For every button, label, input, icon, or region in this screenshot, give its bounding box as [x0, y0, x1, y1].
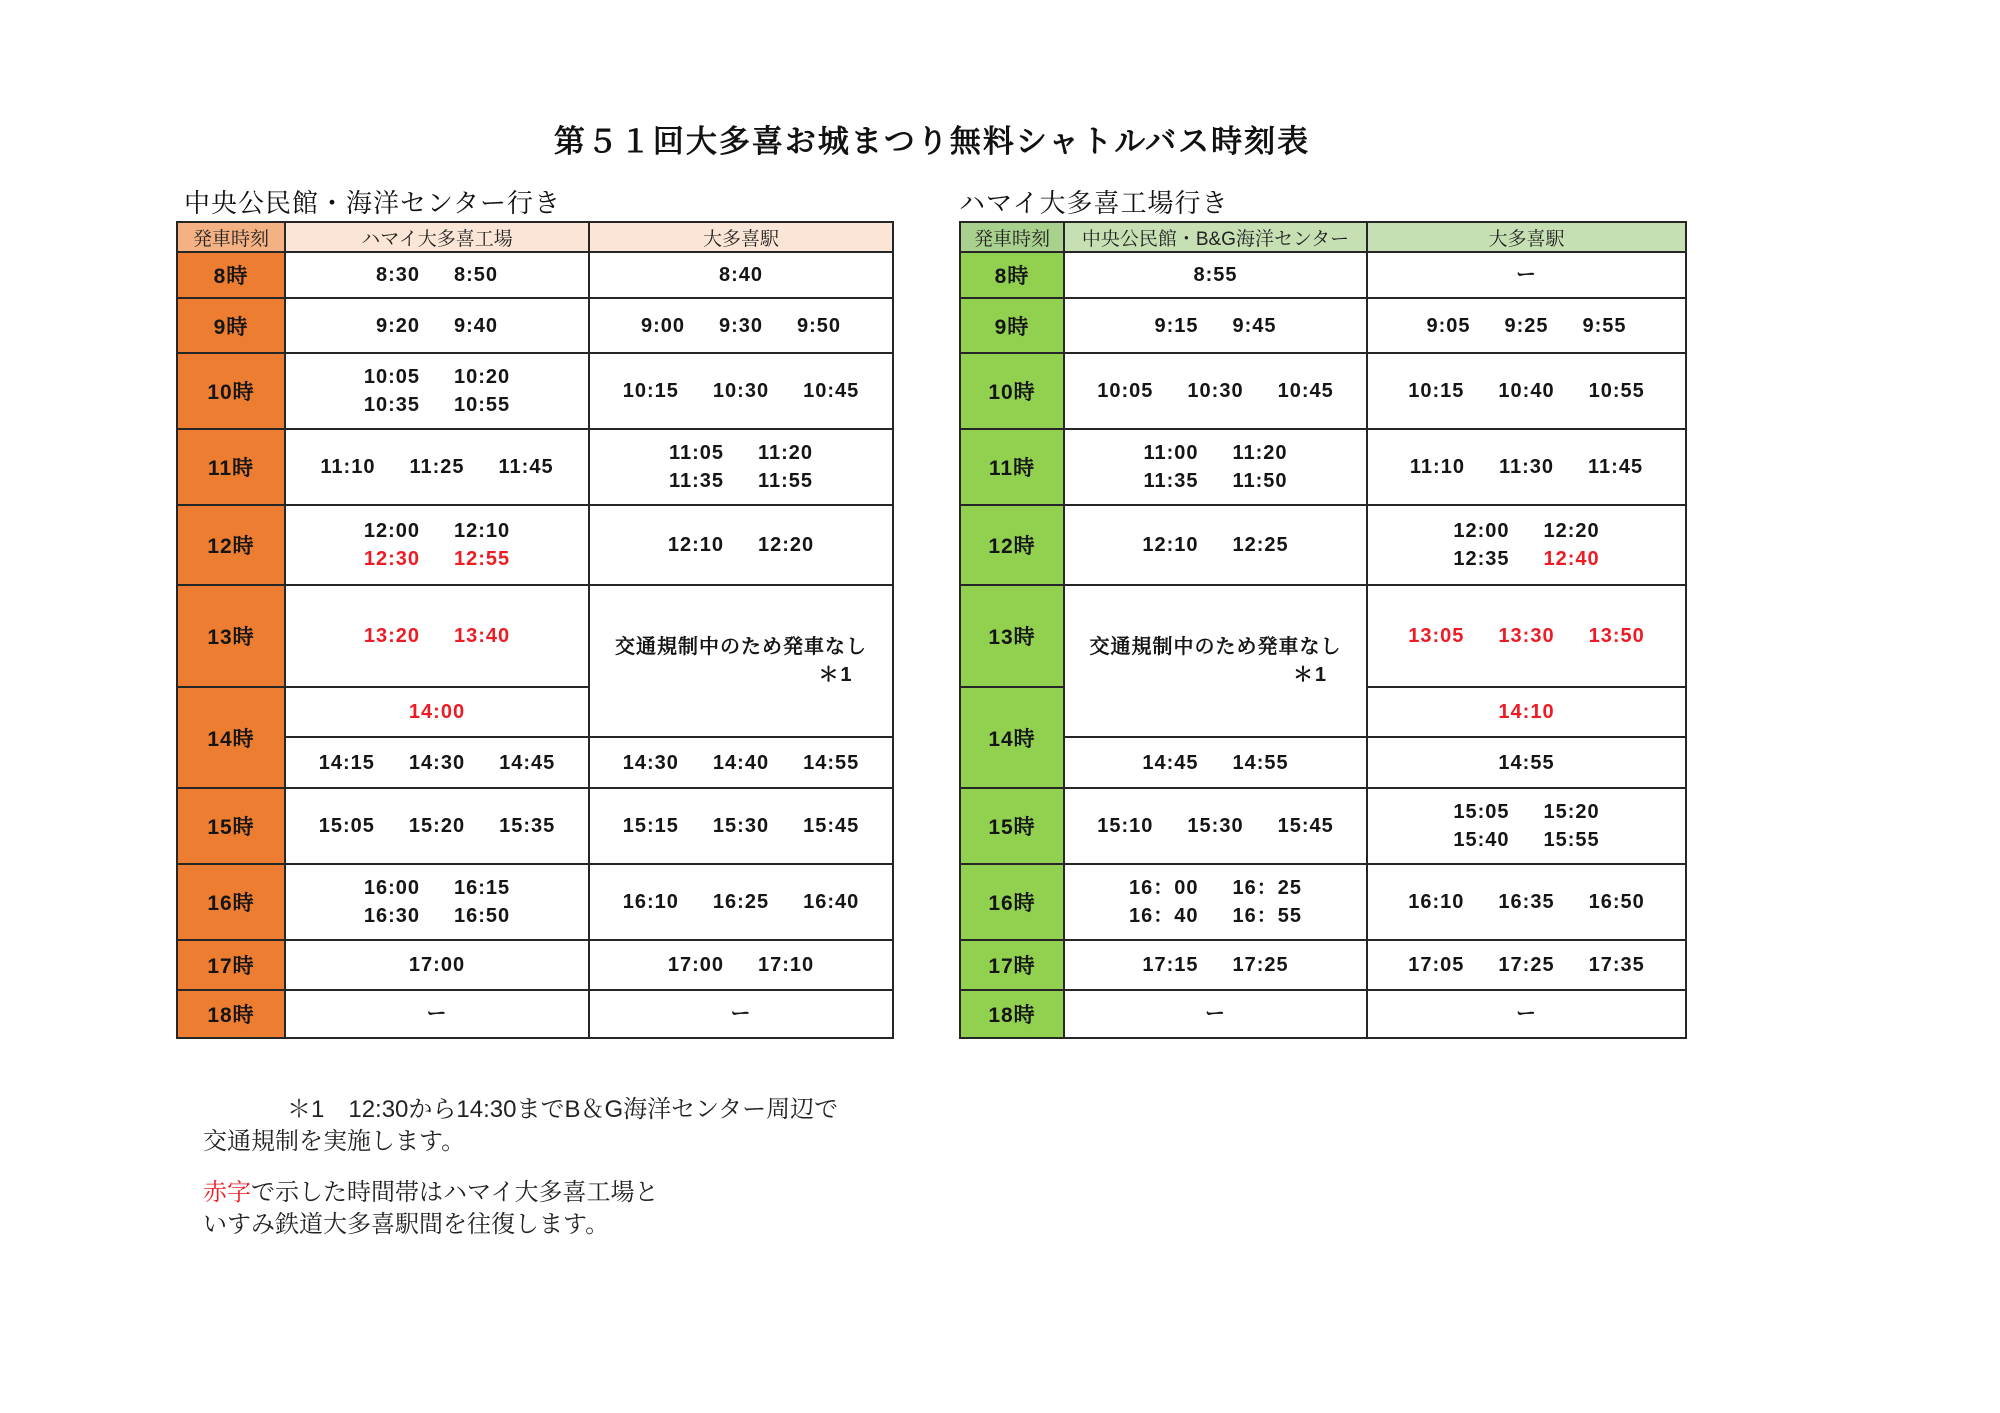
stop-header-cell: 大多喜駅 [1367, 222, 1686, 252]
time-value: 16:10 [1408, 891, 1465, 913]
hour-cell: 9時 [177, 298, 285, 353]
timetable-row [960, 990, 1686, 1038]
time-value: 10:15 [622, 380, 679, 402]
times-cell [1064, 298, 1367, 353]
time-value: 13:40 [454, 625, 511, 647]
hour-cell: 9時 [960, 298, 1064, 353]
time-value: 13:20 [363, 625, 420, 647]
timetable-grid [959, 221, 1687, 1039]
time-value: 11:25 [409, 456, 465, 478]
time-value: 9:55 [1582, 314, 1627, 337]
time-value: 16:15 [454, 877, 511, 899]
time-value: 17:05 [1408, 954, 1465, 976]
time-value: 13:05 [1408, 625, 1465, 647]
time-value: 10:45 [1277, 380, 1334, 402]
times-line [1368, 312, 1685, 340]
hour-cell: 15時 [177, 788, 285, 864]
times-cell [1367, 864, 1686, 940]
times-cell [1064, 252, 1367, 298]
times-line [1368, 798, 1685, 826]
time-value: 8:50 [454, 264, 499, 286]
time-value: 14:30 [622, 751, 679, 774]
time-value: 9:30 [718, 314, 764, 337]
timetable-row [177, 429, 893, 505]
times-cell [285, 298, 589, 353]
timetable-row [960, 505, 1686, 585]
timetable-row [960, 940, 1686, 990]
time-value: 11:05 [668, 442, 724, 464]
hour-cell: 18時 [177, 990, 285, 1038]
time-value: 15:45 [1277, 815, 1334, 837]
timetable-row [177, 505, 893, 585]
time-value: 12:35 [1453, 548, 1510, 570]
hour-cell: 17時 [960, 940, 1064, 990]
time-value: 11:30 [1498, 456, 1555, 478]
times-cell [589, 252, 893, 298]
times-line [286, 1000, 588, 1028]
time-value: 10:05 [363, 366, 420, 388]
times-line [590, 888, 892, 916]
times-line [590, 439, 892, 467]
times-line [590, 749, 892, 777]
times-line [1368, 261, 1685, 289]
times-cell [589, 429, 893, 505]
hour-cell: 11時 [177, 429, 285, 505]
times-cell [285, 990, 589, 1038]
hour-cell: 16時 [960, 864, 1064, 940]
times-line [286, 812, 588, 840]
hour-cell: 18時 [960, 990, 1064, 1038]
times-cell [285, 585, 589, 687]
note-text: 交通規制中のため発車なし [1089, 636, 1342, 658]
heading-to-community-center: 中央公民館・海洋センター行き [184, 188, 561, 218]
time-value: 16:50 [454, 905, 511, 927]
times-line [1368, 749, 1685, 777]
hour-cell: 14時 [960, 687, 1064, 788]
time-value: 16:30 [363, 905, 420, 927]
times-cell [589, 788, 893, 864]
time-value: 10:40 [1498, 380, 1555, 402]
times-line [1368, 698, 1685, 726]
time-value: 9:40 [454, 314, 499, 337]
time-value: 17:00 [667, 954, 724, 976]
time-value: 15:05 [318, 815, 375, 837]
footnote-line: 交通規制を実施します。 [203, 1128, 466, 1155]
times-line [1368, 545, 1685, 573]
time-value: 17:10 [758, 954, 815, 976]
hour-cell: 17時 [177, 940, 285, 990]
times-cell [589, 990, 893, 1038]
times-cell [589, 737, 893, 788]
times-line [1065, 467, 1366, 495]
time-value: 16:40 [803, 891, 860, 913]
time-value: 16:25 [712, 891, 770, 913]
footnotes [203, 1094, 838, 1260]
times-line [1368, 826, 1685, 854]
time-value: 12:00 [363, 520, 420, 542]
hour-cell: 12時 [177, 505, 285, 585]
time-value: 15:35 [499, 815, 556, 837]
times-cell [285, 429, 589, 505]
times-line [1368, 453, 1685, 481]
time-value: 14:15 [318, 751, 375, 774]
time-value: 14:55 [803, 751, 860, 774]
times-line [590, 812, 892, 840]
times-line [1065, 951, 1366, 979]
time-value: 14:55 [1498, 751, 1555, 774]
time-value: 10:30 [712, 380, 770, 402]
time-value: 17:35 [1588, 954, 1645, 976]
times-line [286, 517, 588, 545]
hour-cell: 13時 [960, 585, 1064, 687]
time-value: 16:10 [622, 891, 679, 913]
time-value: 10:30 [1187, 380, 1244, 402]
time-value: 16：00 [1129, 877, 1199, 899]
times-cell [589, 298, 893, 353]
no-bus-dash: ー [1516, 264, 1537, 286]
times-cell [285, 505, 589, 585]
times-line [286, 363, 588, 391]
time-value: 17:25 [1498, 954, 1555, 976]
time-value: 11:45 [1588, 456, 1644, 478]
time-value: 15:45 [803, 815, 860, 837]
time-value: 13:50 [1588, 625, 1645, 647]
hour-cell: 10時 [177, 353, 285, 429]
time-value: 15:15 [622, 815, 679, 837]
time-value: 13:30 [1498, 625, 1555, 647]
times-line [590, 1000, 892, 1028]
timetable-row [960, 585, 1686, 687]
time-value: 11:35 [668, 470, 724, 492]
times-line [1065, 531, 1366, 559]
times-line [286, 902, 588, 930]
times-line [286, 545, 588, 573]
times-line [286, 312, 588, 340]
time-value: 15:10 [1097, 815, 1154, 837]
times-cell [1367, 353, 1686, 429]
time-value: 9:25 [1504, 314, 1549, 337]
timetable-row [960, 298, 1686, 353]
times-line [1368, 1000, 1685, 1028]
time-value: 12:20 [1543, 520, 1600, 542]
timetable-row [177, 788, 893, 864]
timetable-grid [176, 221, 894, 1039]
timetable-row [960, 737, 1686, 788]
time-value: 16:50 [1588, 891, 1645, 913]
times-cell [285, 788, 589, 864]
times-line [590, 467, 892, 495]
times-cell [285, 252, 589, 298]
times-cell [1064, 990, 1367, 1038]
timetable-row [960, 429, 1686, 505]
times-cell [285, 940, 589, 990]
times-cell [285, 864, 589, 940]
time-value: 14:30 [408, 751, 466, 774]
time-value: 8:40 [718, 264, 764, 286]
red-text-label: 赤字 [203, 1179, 251, 1206]
time-value: 10:05 [1097, 380, 1154, 402]
time-value: 11:10 [1409, 456, 1465, 478]
timetable-to-community-center [176, 221, 894, 1039]
times-line [1065, 902, 1366, 930]
times-cell [1367, 737, 1686, 788]
time-value: 16:35 [1498, 891, 1555, 913]
times-line [1368, 622, 1685, 650]
time-value: 15:20 [1543, 801, 1600, 823]
time-value: 12:40 [1543, 548, 1600, 570]
time-value: 17:15 [1142, 954, 1199, 976]
time-value: 12:30 [363, 548, 420, 570]
time-value: 10:45 [803, 380, 860, 402]
time-value: 10:55 [454, 394, 511, 416]
time-value: 14:40 [712, 751, 770, 774]
time-value: 11:20 [758, 442, 814, 464]
time-value: 11:20 [1232, 442, 1288, 464]
times-cell [1064, 505, 1367, 585]
time-value: 17:00 [408, 954, 466, 976]
timetable-row [177, 585, 893, 687]
time-value: 12:20 [758, 534, 815, 556]
timetable-to-hamai-factory [959, 221, 1687, 1039]
times-cell [1367, 429, 1686, 505]
time-value: 8:55 [1193, 264, 1238, 286]
times-line [286, 874, 588, 902]
times-cell [285, 687, 589, 737]
times-cell [1064, 737, 1367, 788]
times-cell [1367, 505, 1686, 585]
times-line [286, 261, 588, 289]
time-value: 14:00 [408, 701, 466, 723]
times-line [1368, 951, 1685, 979]
time-value: 11:55 [758, 470, 814, 492]
times-line [286, 749, 588, 777]
timetable-row [960, 788, 1686, 864]
time-value: 12:55 [454, 548, 511, 570]
times-cell [285, 353, 589, 429]
times-cell [1367, 990, 1686, 1038]
time-value: 12:25 [1232, 534, 1289, 556]
times-line [1065, 261, 1366, 289]
header-row [960, 222, 1686, 252]
time-value: 9:00 [640, 314, 685, 337]
times-cell [1064, 864, 1367, 940]
page-title: 第５１回大多喜お城まつり無料シャトルバス時刻表 [553, 124, 1311, 159]
times-line [590, 261, 892, 289]
times-line [1065, 749, 1366, 777]
times-cell [1367, 252, 1686, 298]
footnote-text: で示した時間帯はハマイ大多喜工場と [251, 1179, 659, 1206]
timetable-row [960, 864, 1686, 940]
times-line [286, 453, 588, 481]
time-value: 11:45 [498, 456, 554, 478]
time-value: 14:45 [499, 751, 556, 774]
time-value: 15:55 [1543, 829, 1600, 851]
timetable-row [177, 990, 893, 1038]
time-value: 16:00 [363, 877, 420, 899]
stop-header-cell: 大多喜駅 [589, 222, 893, 252]
time-value: 15:40 [1453, 829, 1510, 851]
times-cell [285, 737, 589, 788]
time-value: 15:20 [408, 815, 466, 837]
time-value: 12:10 [667, 534, 724, 556]
timetable-row [177, 353, 893, 429]
times-line [1065, 439, 1366, 467]
timetable-row [177, 864, 893, 940]
no-bus-dash: ー [426, 1003, 448, 1025]
departure-time-header-cell: 発車時刻 [960, 222, 1064, 252]
time-value: 10:15 [1408, 380, 1465, 402]
no-bus-dash: ー [1516, 1003, 1537, 1025]
time-value: 11:00 [1143, 442, 1199, 464]
time-value: 9:05 [1426, 314, 1471, 337]
no-service-note-cell [1064, 585, 1367, 737]
hour-cell: 11時 [960, 429, 1064, 505]
times-line [590, 951, 892, 979]
stop-header-cell: ハマイ大多喜工場 [285, 222, 589, 252]
time-value: 11:50 [1232, 470, 1288, 492]
times-line [286, 391, 588, 419]
time-value: 14:10 [1498, 701, 1555, 723]
hour-cell: 10時 [960, 353, 1064, 429]
hour-cell: 12時 [960, 505, 1064, 585]
time-value: 9:15 [1154, 314, 1199, 337]
times-line [1065, 1000, 1366, 1028]
time-value: 12:00 [1453, 520, 1510, 542]
times-line [1065, 812, 1366, 840]
times-cell [1367, 298, 1686, 353]
times-cell [589, 940, 893, 990]
time-value: 9:50 [797, 314, 842, 337]
times-line [1065, 874, 1366, 902]
time-value: 11:10 [320, 456, 376, 478]
footnote-line: いすみ鉄道大多喜駅間を往復します。 [203, 1211, 610, 1238]
times-cell [1367, 585, 1686, 687]
time-value: 14:55 [1232, 751, 1289, 774]
times-cell [589, 505, 893, 585]
time-value: 10:55 [1588, 380, 1645, 402]
no-service-note-cell [589, 585, 893, 737]
footnote-red-times [203, 1177, 838, 1241]
times-cell [1367, 687, 1686, 737]
times-line [590, 312, 892, 340]
times-line [1368, 517, 1685, 545]
hour-cell: 16時 [177, 864, 285, 940]
times-line [1368, 888, 1685, 916]
timetable-row [960, 252, 1686, 298]
hour-cell: 15時 [960, 788, 1064, 864]
hour-cell: 13時 [177, 585, 285, 687]
times-line [286, 622, 588, 650]
times-line [1065, 312, 1366, 340]
time-value: 14:45 [1142, 751, 1199, 774]
times-line [286, 951, 588, 979]
time-value: 9:45 [1232, 314, 1277, 337]
times-cell [1064, 940, 1367, 990]
time-value: 9:20 [375, 314, 420, 337]
footnote-traffic-restriction [203, 1094, 838, 1158]
times-line [1065, 377, 1366, 405]
times-cell [1064, 429, 1367, 505]
hour-cell: 8時 [960, 252, 1064, 298]
time-value: 10:35 [363, 394, 420, 416]
no-bus-dash: ー [730, 1003, 752, 1025]
times-cell [589, 353, 893, 429]
timetable-row [177, 252, 893, 298]
note-ref: ＊1 [1292, 664, 1329, 686]
header-row [177, 222, 893, 252]
departure-time-header-cell: 発車時刻 [177, 222, 285, 252]
times-cell [1064, 353, 1367, 429]
timetable-row [177, 940, 893, 990]
timetable-row [960, 353, 1686, 429]
times-line [286, 698, 588, 726]
time-value: 12:10 [1142, 534, 1199, 556]
time-value: 17:25 [1232, 954, 1289, 976]
times-cell [1064, 788, 1367, 864]
times-line [1368, 377, 1685, 405]
footnote-line: ＊1 12:30から14:30までB＆G海洋センター周辺で [287, 1096, 839, 1123]
time-value: 15:30 [1187, 815, 1244, 837]
time-value: 11:35 [1143, 470, 1199, 492]
stop-header-cell: 中央公民館・B&G海洋センター [1064, 222, 1367, 252]
time-value: 16：55 [1232, 905, 1302, 927]
hour-cell: 14時 [177, 687, 285, 788]
timetable-row [177, 298, 893, 353]
time-value: 15:30 [712, 815, 770, 837]
timetable-row [177, 737, 893, 788]
time-value: 15:05 [1453, 801, 1510, 823]
heading-to-hamai-factory: ハマイ大多喜工場行き [959, 188, 1229, 218]
time-value: 10:20 [454, 366, 511, 388]
times-line [590, 377, 892, 405]
time-value: 12:10 [454, 520, 511, 542]
times-cell [1367, 788, 1686, 864]
times-cell [589, 864, 893, 940]
times-cell [1367, 940, 1686, 990]
note-text: 交通規制中のため発車なし [615, 636, 867, 658]
hour-cell: 8時 [177, 252, 285, 298]
time-value: 16：25 [1232, 877, 1302, 899]
no-bus-dash: ー [1205, 1003, 1226, 1025]
time-value: 16：40 [1129, 905, 1199, 927]
footnote-line [203, 1177, 838, 1209]
time-value: 8:30 [375, 264, 420, 286]
note-ref: ＊1 [818, 664, 854, 686]
times-line [590, 531, 892, 559]
